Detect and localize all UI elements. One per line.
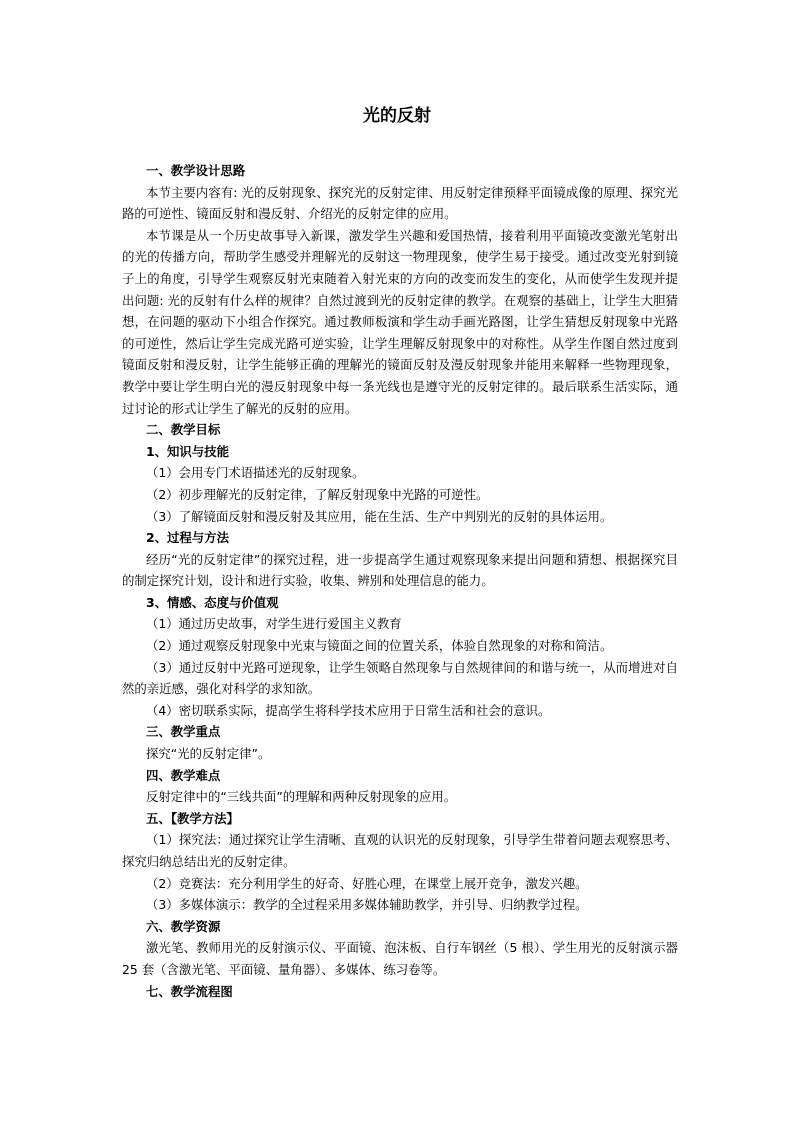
- paragraph-key-points: 探究“光的反射定律”。: [146, 746, 271, 762]
- section-heading-resources: 六、教学资源: [146, 918, 221, 934]
- paragraph-main-content: 本节主要内容有: 光的反射现象、探究光的反射定律、用反射定律预释平面镜成像的原理、探究光路的可逆性、镜面反射和漫反射、介绍光的反射定律的应用。: [122, 184, 678, 222]
- section-heading-key-points: 三、教学重点: [146, 724, 221, 740]
- paragraph-resources: 激光笔、教师用光的反射演示仪、平面镜、泡沫板、自行车钢丝（5 根）、学生用光的反射演示器 25 套（含激光笔、平面镜、量角器）、多媒体、练习卷等。: [122, 940, 678, 977]
- subsection-heading-knowledge-skills: 1、知识与技能: [146, 443, 229, 459]
- list-item: （4）密切联系实际，提高学生将科学技术应用于日常生活和社会的意识。: [146, 702, 551, 718]
- paragraph-difficulties: 反射定律中的“三线共面”的理解和两种反射现象的应用。: [146, 789, 457, 805]
- subsection-heading-process-methods: 2、过程与方法: [146, 530, 229, 546]
- list-item: （3）了解镜面反射和漫反射及其应用，能在生活、生产中判别光的反射的具体运用。: [146, 508, 613, 524]
- section-heading-difficulties: 四、教学难点: [146, 767, 221, 783]
- list-item: （1）会用专门术语描述光的反射现象。: [146, 465, 365, 481]
- paragraph-process-methods: 经历“光的反射定律”的探究过程，进一步提高学生通过观察现象来提出问题和猜想、根据探究目的制定探究计划，设计和进行实验，收集、辨别和处理信息的能力。: [122, 551, 678, 589]
- paragraph-lesson-design: 本节课是从一个历史故事导入新课，激发学生兴趣和爱国热情，接着利用平面镜改变激光笔射出的光的传播方向，帮助学生感受并理解光的反射这一物理现象，使学生易于接受。通过改变光射到镜子上的角度，引导学生观察反射光束随着入射光束的方向的改变而发生的变化，从而使学生发现并提出问题: 光的反射有什么样的规律？自然过渡到光的反射定律的教学。在观察的基础上，让学生大胆猜想，在问题的驱动下小组合作探究。通过教师板演和学生动手画光路图，让学生猜想反射现象中光路的可逆性，然后让学生完成光路可逆实验，让学生理解反射现象中的对称性。从学生作图自然过度到镜面反射和漫反射，让学生能够正确的理解光的镜面反射及漫反射现象并能用来解释一些物理现象，教学中要让学生明白光的漫反射现象中每一条光线也是遵守光的反射定律的。最后联系生活实际，通过讨论的形式让学生了解光的反射的应用。: [122, 227, 678, 416]
- list-item: （2）初步理解光的反射定律，了解反射现象中光路的可逆性。: [146, 486, 489, 502]
- document-body: [122, 160, 678, 1002]
- section-heading-methods: 五、【教学方法】: [146, 810, 239, 826]
- section-heading-design-ideas: 一、教学设计思路: [146, 163, 246, 178]
- list-item: （1）通过历史故事，对学生进行爱国主义教育: [146, 616, 402, 632]
- list-item: （3）多媒体演示：教学的全过程采用多媒体辅助教学，并引导、归纳教学过程。: [146, 897, 588, 913]
- list-item: （2）通过观察反射现象中光束与镜面之间的位置关系，体验自然现象的对称和简洁。: [146, 638, 613, 654]
- section-heading-flowchart: 七、教学流程图: [146, 983, 233, 999]
- list-item: （3）通过反射中光路可逆现象，让学生领略自然现象与自然规律间的和谐与统一，从而增进对自然的亲近感，强化对科学的求知欲。: [122, 659, 678, 697]
- page-title: 光的反射: [363, 106, 431, 126]
- section-heading-objectives: 二、教学目标: [146, 422, 221, 438]
- list-item: （2）竞赛法：充分利用学生的好奇、好胜心理，在课堂上展开竞争，激发兴趣。: [146, 875, 588, 891]
- list-item: （1）探究法：通过探究让学生清晰、直观的认识光的反射现象，引导学生带着问题去观察思考、探究归纳总结出光的反射定律。: [122, 832, 678, 869]
- subsection-heading-values: 3、情感、态度与价值观: [146, 594, 279, 610]
